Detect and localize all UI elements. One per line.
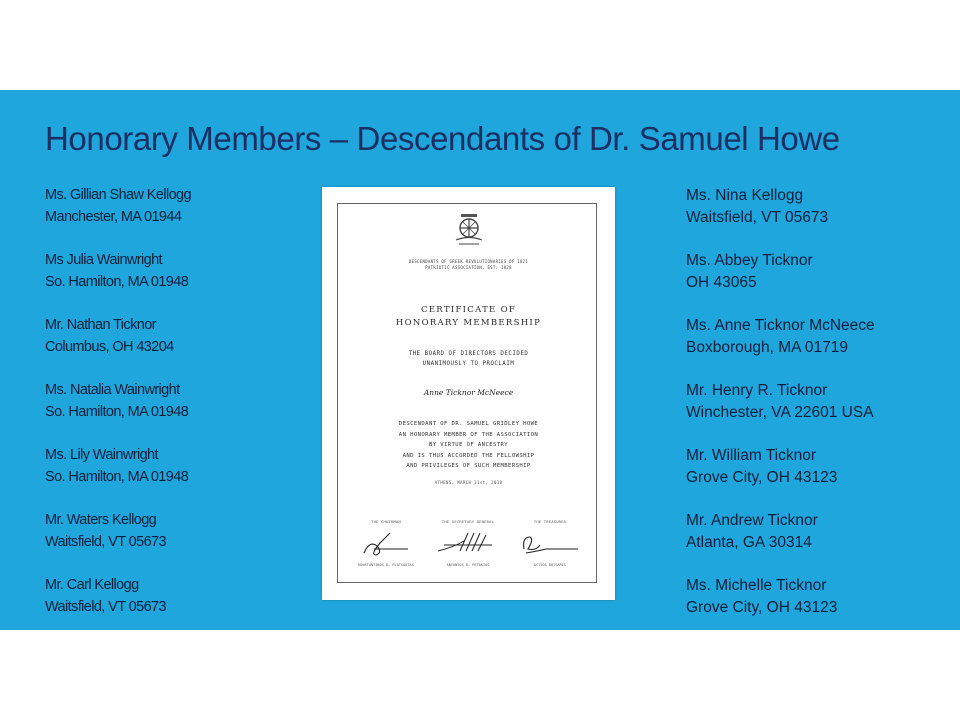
role-treasurer: THE TREASURER	[533, 519, 567, 524]
body-line: DESCENDANT OF DR. SAMUEL GRIDLEY HOWE	[398, 421, 539, 427]
body-line: AND IS THUS ACCORDED THE FELLOWSHIP	[402, 452, 535, 459]
member-name: Ms Julia Wainwright	[45, 252, 162, 268]
proclamation-line: THE BOARD OF DIRECTORS DECIDED	[408, 351, 529, 357]
certificate-title-line: HONORARY MEMBERSHIP	[395, 318, 542, 328]
member-name: Ms. Abbey Ticknor	[686, 252, 813, 269]
association-emblem-icon	[455, 213, 483, 247]
member-location: So. Hamilton, MA 01948	[45, 403, 189, 420]
certificate-title-line: CERTIFICATE OF	[420, 305, 517, 315]
member-name: Mr. Henry R. Ticknor	[686, 382, 828, 399]
member-location: Waitsfield, VT 05673	[686, 208, 829, 226]
member-entry	[45, 510, 305, 575]
member-name: Mr. Waters Kellogg	[45, 512, 157, 528]
right-member-list	[686, 185, 946, 640]
certificate-recipient: Anne Ticknor McNeece	[423, 388, 514, 397]
body-line: AND PRIVILEGES OF SUCH MEMBERSHIP	[406, 463, 531, 469]
member-name: Ms. Anne Ticknor McNeece	[686, 317, 875, 334]
member-name: Ms. Gillian Shaw Kellogg	[45, 187, 191, 203]
member-location: Columbus, OH 43204	[45, 338, 174, 355]
member-location: Waitsfield, VT 05673	[45, 598, 166, 615]
member-entry	[45, 250, 305, 315]
member-entry	[686, 380, 946, 445]
member-entry	[686, 445, 946, 510]
association-line: DESCENDANTS OF GREEK REVOLUTIONARIES OF 1821	[408, 259, 529, 264]
secretary-name: ANTONIOS D. PETAKIOS	[446, 563, 490, 567]
member-name: Ms. Michelle Ticknor	[686, 577, 827, 594]
member-location: Manchester, MA 01944	[45, 208, 182, 225]
member-entry	[45, 575, 305, 640]
member-location: Grove City, OH 43123	[686, 468, 838, 486]
treasurer-name: ACTIOS BOTSARIS	[533, 563, 567, 567]
member-entry	[45, 315, 305, 380]
member-entry	[45, 445, 305, 510]
member-name: Mr. Andrew Ticknor	[686, 512, 818, 529]
member-entry	[686, 510, 946, 575]
member-location: OH 43065	[686, 273, 757, 291]
member-entry	[45, 380, 305, 445]
member-location: Grove City, OH 43123	[686, 598, 838, 616]
certificate-title	[322, 304, 615, 330]
body-line: BY VIRTUE OF ANCESTRY	[428, 442, 509, 448]
member-entry	[686, 250, 946, 315]
member-entry	[686, 315, 946, 380]
member-name: Mr. Carl Kellogg	[45, 577, 139, 593]
member-location: So. Hamilton, MA 01948	[45, 273, 189, 290]
chairman-signature-icon	[360, 529, 412, 559]
role-secretary: THE SECRETARY GENERAL	[441, 519, 495, 524]
left-member-list	[45, 185, 305, 640]
slide-title: Honorary Members – Descendants of Dr. Samuel Howe	[45, 120, 840, 157]
member-name: Mr. Nathan Ticknor	[45, 317, 156, 333]
member-name: Ms. Natalia Wainwright	[45, 382, 180, 398]
certificate-association	[322, 259, 615, 271]
treasurer-signature-icon	[518, 529, 582, 559]
certificate-body	[322, 419, 615, 472]
member-name: Ms. Nina Kellogg	[686, 187, 804, 204]
certificate-proclamation	[322, 349, 615, 369]
member-name: Mr. William Ticknor	[686, 447, 817, 464]
chairman-name: KONSTANTINOS D. PLATSOUTAS	[358, 563, 414, 567]
member-location: Winchester, VA 22601 USA	[686, 403, 874, 421]
member-entry	[686, 185, 946, 250]
member-location: So. Hamilton, MA 01948	[45, 468, 189, 485]
body-line: AN HONORARY MEMBER OF THE ASSOCIATION	[398, 431, 539, 438]
member-entry	[686, 575, 946, 640]
member-location: Waitsfield, VT 05673	[45, 533, 166, 550]
certificate-date: ATHENS, MARCH 31st, 2018	[434, 480, 503, 485]
member-location: Atlanta, GA 30314	[686, 533, 812, 551]
member-name: Ms. Lily Wainwright	[45, 447, 158, 463]
certificate-image	[322, 187, 615, 600]
proclamation-line: UNANIMOUSLY TO PROCLAIM	[422, 361, 515, 367]
association-line: PATRIOTIC ASSOCIATION, EST. 1828	[425, 265, 512, 270]
secretary-signature-icon	[434, 529, 498, 559]
member-entry	[45, 185, 305, 250]
member-location: Boxborough, MA 01719	[686, 338, 849, 356]
role-chairman: THE CHAIRMAN	[371, 519, 401, 524]
